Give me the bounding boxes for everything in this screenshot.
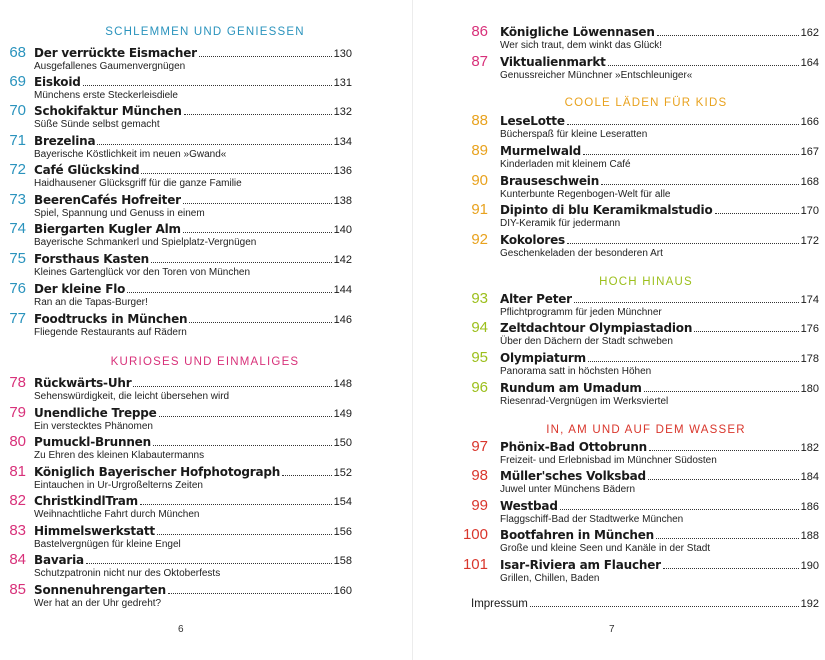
entry-subtitle: Bayerische Köstlichkeit im neuen »Gwand« [34, 149, 227, 160]
entry-page: 144 [333, 284, 352, 296]
entry-subtitle: Freizeit- und Erlebnisbad im Münchner Südosten [500, 455, 717, 466]
entry-subtitle: Süße Sünde selbst gemacht [34, 119, 160, 130]
entry-title-line [500, 558, 819, 572]
entry-title: Königliche Löwennasen [500, 25, 655, 39]
entry-title: Der kleine Flo [34, 282, 126, 296]
entry-subtitle: Zu Ehren des kleinen Klabautermanns [34, 450, 205, 461]
entry-subtitle: Riesenrad-Vergnügen im Werksviertel [500, 396, 669, 407]
entry-title: Café Glückskind [34, 163, 140, 177]
entry-number: 98 [471, 467, 488, 484]
section-heading: IN, AM UND AUF DEM WASSER [546, 424, 746, 436]
leader-dots [583, 154, 799, 155]
entry-subtitle: Münchens erste Steckerleisdiele [34, 90, 178, 101]
leader-dots [608, 65, 799, 66]
page-number: 7 [609, 624, 615, 635]
leader-dots [649, 450, 799, 451]
entry-number: 99 [471, 497, 488, 514]
toc-entry[interactable] [413, 499, 819, 529]
toc-entry[interactable] [413, 144, 819, 174]
toc-entry[interactable] [0, 376, 352, 406]
entry-page: 162 [800, 27, 819, 39]
leader-dots [601, 184, 799, 185]
entry-number: 82 [9, 492, 26, 509]
leader-dots [560, 509, 799, 510]
toc-entry[interactable] [413, 558, 819, 588]
entry-title-line [500, 114, 819, 128]
toc-entry[interactable] [0, 312, 352, 342]
entry-title: Isar-Riviera am Flaucher [500, 558, 661, 572]
entry-title: Pumuckl-Brunnen [34, 435, 151, 449]
entry-title: LeseLotte [500, 114, 565, 128]
entry-title: Rundum am Umadum [500, 381, 642, 395]
entry-page: 167 [800, 146, 819, 158]
entry-number: 95 [471, 349, 488, 366]
entry-subtitle: Ran an die Tapas-Burger! [34, 297, 148, 308]
entry-subtitle: Kunterbunte Regenbogen-Welt für alle [500, 189, 671, 200]
entry-page: 186 [800, 501, 819, 513]
leader-dots [588, 361, 799, 362]
entry-subtitle: Eintauchen in Ur-Urgroßelterns Zeiten [34, 480, 203, 491]
entry-page: 180 [800, 383, 819, 395]
entry-page: 166 [800, 116, 819, 128]
entry-subtitle: DIY-Keramik für jedermann [500, 218, 621, 229]
toc-entry[interactable] [413, 55, 819, 85]
leader-dots [127, 292, 331, 293]
right-page [413, 0, 825, 660]
toc-entry[interactable] [0, 193, 352, 223]
entry-page: 184 [800, 471, 819, 483]
entry-title-line [500, 144, 819, 158]
toc-entry[interactable] [413, 114, 819, 144]
leader-dots [567, 124, 799, 125]
entry-number: 97 [471, 438, 488, 455]
entry-title-line [34, 376, 352, 390]
entry-page: 154 [333, 496, 352, 508]
entry-page: 149 [333, 408, 352, 420]
entry-subtitle: Geschenkeladen der besonderen Art [500, 248, 663, 259]
entry-subtitle: Ausgefallenes Gaumenvergnügen [34, 61, 186, 72]
leader-dots [567, 243, 799, 244]
entry-subtitle: Flaggschiff-Bad der Stadtwerke München [500, 514, 684, 525]
entry-subtitle: Bastelvergnügen für kleine Engel [34, 539, 181, 550]
leader-dots [141, 173, 331, 174]
entry-title: BeerenCafés Hofreiter [34, 193, 181, 207]
entry-title-line [34, 282, 352, 296]
entry-title-line [34, 163, 352, 177]
entry-page: 136 [333, 165, 352, 177]
entry-title: Dipinto di blu Keramikmalstudio [500, 203, 713, 217]
entry-page: 190 [800, 560, 819, 572]
entry-subtitle: Panorama satt in höchsten Höhen [500, 366, 652, 377]
entry-page: 130 [333, 48, 352, 60]
leader-dots [715, 213, 799, 214]
entry-title: Phönix-Bad Ottobrunn [500, 440, 648, 454]
toc-entry[interactable] [413, 203, 819, 233]
entry-title: Bavaria [34, 553, 84, 567]
toc-entry[interactable] [413, 528, 819, 558]
entry-title-line [34, 406, 352, 420]
entry-number: 70 [9, 102, 26, 119]
leader-dots [644, 391, 799, 392]
entry-title: Königlich Bayerischer Hofphotograph [34, 465, 281, 479]
entry-page: 178 [800, 353, 819, 365]
entry-title-line [34, 134, 352, 148]
entry-subtitle: Bücherspaß für kleine Leseratten [500, 129, 648, 140]
entry-number: 100 [462, 526, 488, 543]
entry-number: 72 [9, 161, 26, 178]
entry-subtitle: Pflichtprogramm für jeden Münchner [500, 307, 662, 318]
entry-title-line [34, 553, 352, 567]
entry-title-line [500, 528, 819, 542]
toc-entry[interactable] [0, 46, 352, 76]
entry-title-line [500, 381, 819, 395]
entry-number: 91 [471, 201, 488, 218]
leader-dots [282, 475, 331, 476]
entry-title-line [34, 312, 352, 326]
entry-page: 158 [333, 555, 352, 567]
entry-title-line [500, 174, 819, 188]
entry-title: Olympiaturm [500, 351, 586, 365]
entry-title-line [34, 75, 352, 89]
entry-number: 84 [9, 551, 26, 568]
section-heading: KURIOSES UND EINMALIGES [110, 356, 300, 368]
entry-subtitle: Juwel unter Münchens Bädern [500, 484, 636, 495]
toc-entry[interactable] [413, 292, 819, 322]
entry-number: 94 [471, 319, 488, 336]
entry-title: Kokolores [500, 233, 565, 247]
entry-number: 78 [9, 374, 26, 391]
entry-title-line [34, 494, 352, 508]
entry-title-line [34, 193, 352, 207]
leader-dots [133, 386, 331, 387]
entry-title: Biergarten Kugler Alm [34, 222, 181, 236]
entry-title: Zeltdachtour Olympiastadion [500, 321, 693, 335]
entry-subtitle: Schutzpatronin nicht nur des Oktoberfests [34, 568, 221, 579]
leader-dots [151, 262, 332, 263]
entry-title-line [500, 499, 819, 513]
entry-title: Sonnenuhrengarten [34, 583, 166, 597]
entry-title: Forsthaus Kasten [34, 252, 150, 266]
entry-subtitle: Genussreicher Münchner »Entschleuniger« [500, 70, 693, 81]
entry-number: 69 [9, 73, 26, 90]
entry-page: 146 [333, 314, 352, 326]
entry-title: Foodtrucks in München [34, 312, 188, 326]
toc-entry[interactable] [0, 134, 352, 164]
entry-title: Brezelina [34, 134, 96, 148]
toc-entry[interactable] [0, 465, 352, 495]
entry-page: 172 [800, 235, 819, 247]
entry-title: Schokifaktur München [34, 104, 182, 118]
entry-page: 164 [800, 57, 819, 69]
entry-subtitle: Grillen, Chillen, Baden [500, 573, 600, 584]
entry-title-line [34, 465, 352, 479]
entry-subtitle: Fliegende Restaurants auf Rädern [34, 327, 187, 338]
entry-number: 88 [471, 112, 488, 129]
entry-number: 80 [9, 433, 26, 450]
entry-page: 150 [333, 437, 352, 449]
entry-subtitle: Große und kleine Seen und Kanäle in der Stadt [500, 543, 711, 554]
toc-entry[interactable] [413, 233, 819, 263]
entry-number: 77 [9, 310, 26, 327]
toc-entry[interactable] [0, 494, 352, 524]
entry-number: 71 [9, 132, 26, 149]
leader-dots [530, 606, 799, 607]
entry-page: 134 [333, 136, 352, 148]
entry-page: 182 [800, 442, 819, 454]
entry-title: Bootfahren in München [500, 528, 655, 542]
leader-dots [184, 114, 332, 115]
toc-entry[interactable] [0, 553, 352, 583]
toc-entry[interactable] [0, 222, 352, 252]
toc-entry[interactable] [0, 282, 352, 312]
entry-title-line [500, 233, 819, 247]
entry-number: 85 [9, 581, 26, 598]
entry-number: 79 [9, 404, 26, 421]
entry-page: 132 [333, 106, 352, 118]
entry-subtitle: Sehenswürdigkeit, die leicht übersehen wird [34, 391, 230, 402]
page-number: 6 [178, 624, 184, 635]
entry-title: Murmelwald [500, 144, 582, 158]
entry-number: 96 [471, 379, 488, 396]
entry-subtitle: Weihnachtliche Fahrt durch München [34, 509, 200, 520]
entry-title-line [500, 321, 819, 335]
toc-entry[interactable] [413, 25, 819, 55]
entry-page: 170 [800, 205, 819, 217]
entry-subtitle: Wer sich traut, dem winkt das Glück! [500, 40, 663, 51]
entry-subtitle: Ein verstecktes Phänomen [34, 421, 153, 432]
entry-title: Eiskoid [34, 75, 81, 89]
leader-dots [648, 479, 799, 480]
entry-number: 76 [9, 280, 26, 297]
toc-entry[interactable] [0, 435, 352, 465]
entry-number: 87 [471, 53, 488, 70]
entry-title: ChristkindlTram [34, 494, 138, 508]
entry-page: 176 [800, 323, 819, 335]
entry-page: 168 [800, 176, 819, 188]
entry-subtitle: Über den Dächern der Stadt schweben [500, 336, 673, 347]
entry-page: 138 [333, 195, 352, 207]
leader-dots [168, 593, 332, 594]
entry-subtitle: Bayerische Schmankerl und Spielplatz-Vergnügen [34, 237, 257, 248]
toc-entry[interactable] [413, 321, 819, 351]
toc-entry[interactable] [413, 381, 819, 411]
entry-subtitle: Wer hat an der Uhr gedreht? [34, 598, 162, 609]
leader-dots [140, 504, 332, 505]
leader-dots [183, 232, 332, 233]
entry-subtitle: Spiel, Spannung und Genuss in einem [34, 208, 205, 219]
entry-title: Westbad [500, 499, 558, 513]
entry-title: Müller'sches Volksbad [500, 469, 646, 483]
toc-entry[interactable] [0, 75, 352, 105]
leader-dots [86, 563, 332, 564]
entry-title: Viktualienmarkt [500, 55, 606, 69]
leader-dots [183, 203, 332, 204]
entry-title-line [500, 292, 819, 306]
entry-number: 101 [462, 556, 488, 573]
entry-subtitle: Kinderladen mit kleinem Café [500, 159, 631, 170]
entry-title-line [500, 203, 819, 217]
entry-number: 73 [9, 191, 26, 208]
toc-entry[interactable] [413, 351, 819, 381]
entry-title-line [500, 351, 819, 365]
entry-page: 148 [333, 378, 352, 390]
impressum-entry[interactable] [471, 598, 819, 610]
toc-entry[interactable] [0, 524, 352, 554]
entry-subtitle: Haidhausener Glücksgriff für die ganze Familie [34, 178, 242, 189]
leader-dots [159, 416, 332, 417]
entry-title: Brauseschwein [500, 174, 600, 188]
entry-title: Rückwärts-Uhr [34, 376, 132, 390]
entry-number: 81 [9, 463, 26, 480]
entry-number: 68 [9, 44, 26, 61]
leader-dots [694, 331, 798, 332]
toc-entry[interactable] [413, 469, 819, 499]
entry-page: 152 [333, 467, 352, 479]
toc-entry[interactable] [413, 174, 819, 204]
toc-entry[interactable] [0, 406, 352, 436]
entry-number: 86 [471, 23, 488, 40]
section-heading: COOLE LÄDEN FÜR KIDS [564, 97, 728, 109]
impressum-page: 192 [800, 598, 819, 610]
entry-page: 131 [333, 77, 352, 89]
entry-number: 92 [471, 231, 488, 248]
entry-title-line [34, 524, 352, 538]
entry-title-line [500, 469, 819, 483]
leader-dots [153, 445, 332, 446]
entry-number: 89 [471, 142, 488, 159]
entry-title-line [34, 46, 352, 60]
entry-number: 93 [471, 290, 488, 307]
entry-number: 75 [9, 250, 26, 267]
leader-dots [83, 85, 332, 86]
leader-dots [657, 35, 799, 36]
entry-title: Alter Peter [500, 292, 572, 306]
entry-page: 142 [333, 254, 352, 266]
toc-entry[interactable] [0, 163, 352, 193]
section-heading: SCHLEMMEN UND GENIESSEN [105, 26, 305, 38]
entry-title: Unendliche Treppe [34, 406, 157, 420]
entry-title-line [500, 25, 819, 39]
leader-dots [189, 322, 331, 323]
entry-title: Der verrückte Eismacher [34, 46, 197, 60]
entry-title-line [34, 435, 352, 449]
entry-title: Himmelswerkstatt [34, 524, 155, 538]
entry-page: 160 [333, 585, 352, 597]
entry-number: 83 [9, 522, 26, 539]
toc-entry[interactable] [0, 252, 352, 282]
entry-number: 90 [471, 172, 488, 189]
entry-number: 74 [9, 220, 26, 237]
entry-title-line [34, 104, 352, 118]
leader-dots [574, 302, 799, 303]
leader-dots [157, 534, 332, 535]
entry-title-line [500, 55, 819, 69]
entry-title-line [34, 583, 352, 597]
impressum-title: Impressum [471, 598, 528, 610]
entry-page: 156 [333, 526, 352, 538]
toc-entry[interactable] [413, 440, 819, 470]
toc-entry[interactable] [0, 104, 352, 134]
leader-dots [656, 538, 799, 539]
entry-title-line [500, 440, 819, 454]
leader-dots [97, 144, 331, 145]
entry-title-line [34, 252, 352, 266]
entry-subtitle: Kleines Gartenglück vor den Toren von München [34, 267, 251, 278]
entry-page: 188 [800, 530, 819, 542]
section-heading: HOCH HINAUS [599, 276, 693, 288]
toc-entry[interactable] [0, 583, 352, 613]
leader-dots [663, 568, 799, 569]
leader-dots [199, 56, 332, 57]
entry-page: 174 [800, 294, 819, 306]
entry-page: 140 [333, 224, 352, 236]
entry-title-line [34, 222, 352, 236]
